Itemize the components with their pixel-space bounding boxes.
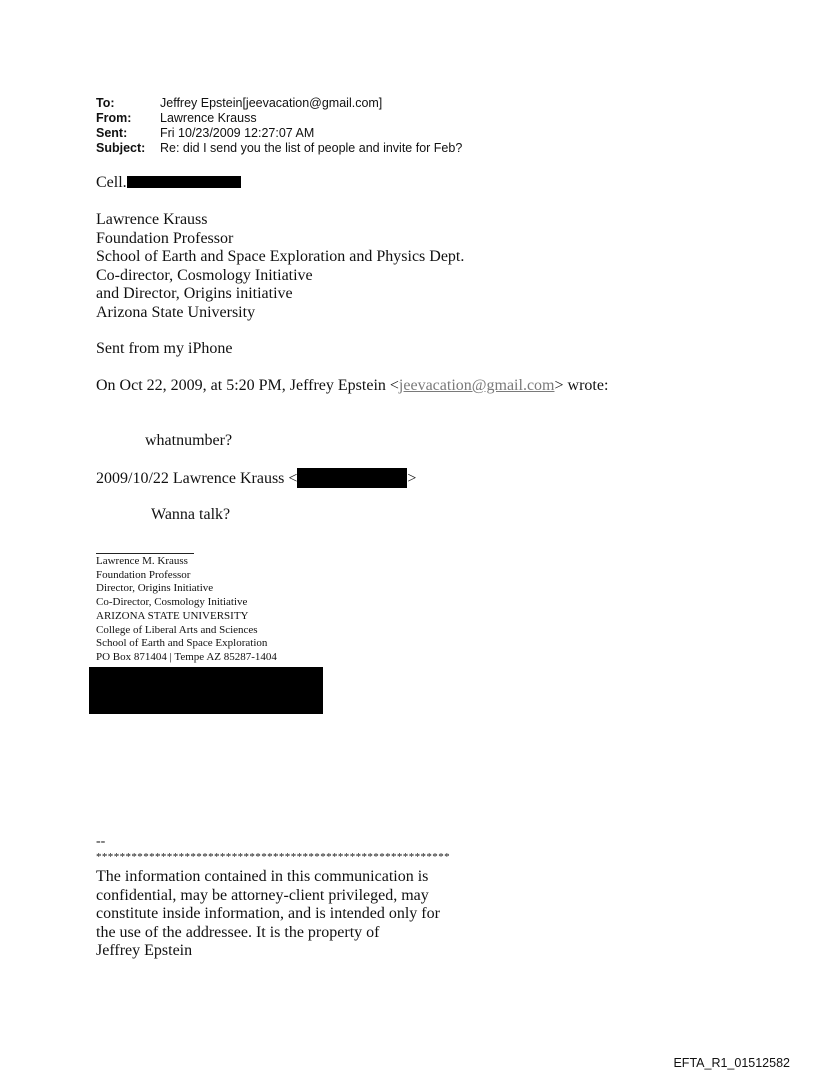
redaction-block — [127, 176, 241, 188]
signature-line: and Director, Origins initiative — [96, 285, 293, 302]
sent-value: Fri 10/23/2009 12:27:07 AM — [160, 126, 315, 140]
from-row — [96, 111, 462, 126]
sent-from-line: Sent from my iPhone — [96, 340, 233, 357]
to-label: To: — [96, 96, 115, 110]
disclaimer-line: the use of the addressee. It is the property of — [96, 923, 380, 941]
signature-line: Lawrence Krauss — [96, 211, 208, 228]
subject-value: Re: did I send you the list of people and invite for Feb? — [160, 141, 463, 155]
signature-line: Foundation Professor — [96, 568, 191, 581]
disclaimer-line: The information contained in this communication is — [96, 868, 429, 885]
subject-row — [96, 141, 462, 156]
signature-line: College of Liberal Arts and Sciences — [96, 623, 258, 636]
krauss-line-prefix: 2009/10/22 Lawrence Krauss < — [96, 470, 298, 487]
signature-line: PO Box 871404 | Tempe AZ 85287-1404 — [96, 650, 277, 663]
signature-line: School of Earth and Space Exploration — [96, 637, 268, 650]
document-id: EFTA_R1_01512582 — [673, 1056, 790, 1070]
redaction-block — [89, 667, 323, 714]
to-value: Jeffrey Epstein[jeevacation@gmail.com] — [160, 96, 383, 110]
quote-intro-prefix: On Oct 22, 2009, at 5:20 PM, Jeffrey Epstein < — [96, 377, 399, 394]
krauss-line-suffix: > — [407, 470, 417, 487]
footer-dashes: -- — [96, 834, 106, 849]
to-row — [96, 96, 462, 111]
signature-block — [96, 211, 464, 322]
footer-stars: ************************************************************ — [96, 851, 450, 863]
signature-block-small — [96, 555, 277, 665]
quote-intro — [96, 377, 608, 396]
disclaimer-line: constitute inside information, and is intended only for — [96, 905, 440, 922]
signature-line: Lawrence M. Krauss — [96, 555, 188, 567]
cell-label: Cell. — [96, 174, 127, 191]
whatnumber-line: whatnumber? — [145, 432, 233, 449]
redaction-block — [297, 468, 407, 488]
signature-line: School of Earth and Space Exploration and Physics Dept. — [96, 248, 465, 265]
sent-label: Sent: — [96, 126, 128, 140]
disclaimer-block — [96, 868, 440, 961]
sent-row — [96, 126, 462, 141]
signature-line: Director, Origins Initiative — [96, 582, 214, 595]
signature-line: ARIZONA STATE UNIVERSITY — [96, 609, 249, 622]
wanna-talk-line: Wanna talk? — [151, 506, 231, 523]
signature-divider — [96, 553, 194, 554]
from-label: From: — [96, 111, 132, 125]
disclaimer-line: Jeffrey Epstein — [96, 942, 193, 959]
krauss-quote-line — [96, 468, 416, 489]
email-header — [96, 96, 462, 156]
disclaimer-line: confidential, may be attorney-client privileged, may — [96, 886, 429, 904]
signature-line: Co-director, Cosmology Initiative — [96, 266, 313, 284]
from-value: Lawrence Krauss — [160, 111, 257, 125]
quote-intro-suffix: > wrote: — [554, 377, 609, 394]
signature-line: Arizona State University — [96, 303, 256, 321]
signature-line: Foundation Professor — [96, 229, 234, 247]
email-link[interactable]: jeevacation@gmail.com — [398, 377, 555, 394]
subject-label: Subject: — [96, 141, 146, 155]
signature-line: Co-Director, Cosmology Initiative — [96, 596, 248, 609]
cell-line — [96, 174, 241, 193]
